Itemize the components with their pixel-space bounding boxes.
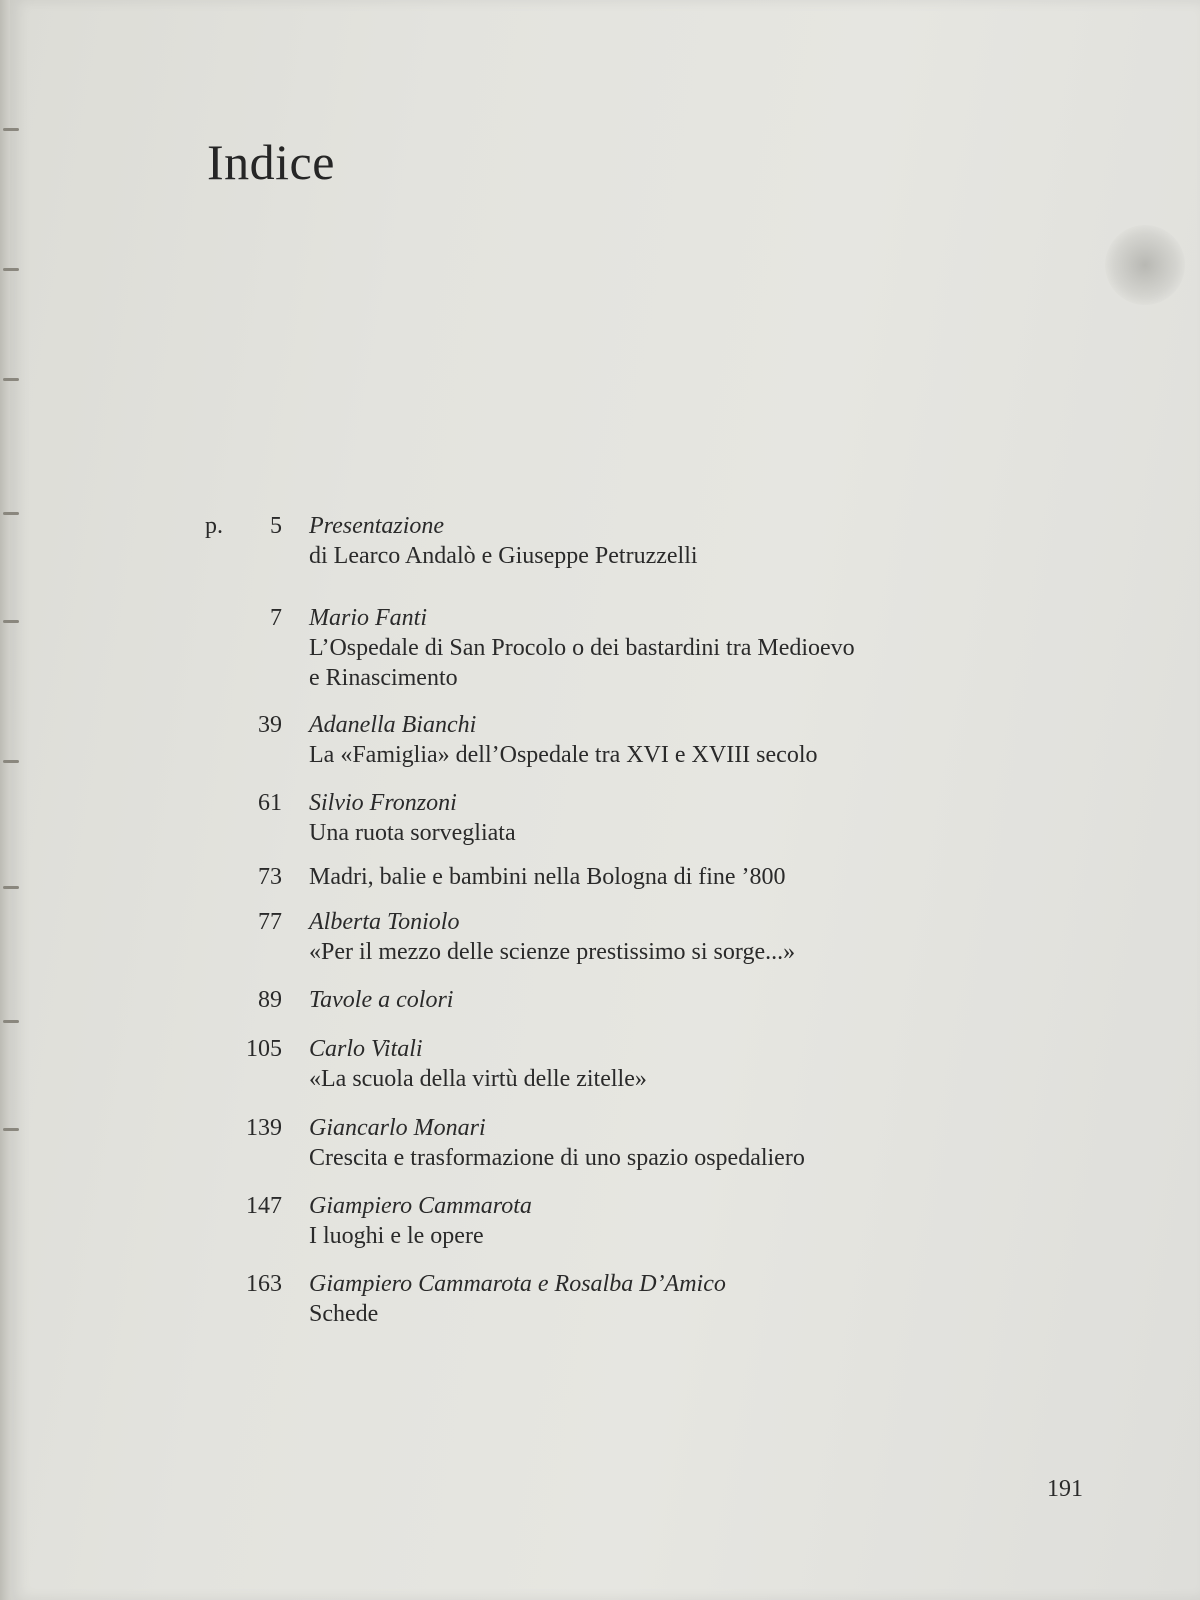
binding-stitch [3,1020,19,1023]
entry-page-number: 7 [270,605,282,631]
entry-page-number: 73 [258,864,282,890]
entry-title: «La scuola della virtù delle zitelle» [309,1066,647,1092]
entry-title: Schede [309,1301,379,1327]
toc-entry [195,603,1055,693]
entry-author: Silvio Fronzoni [309,790,457,816]
toc-entry [195,1034,1055,1094]
entry-author: Giancarlo Monari [309,1115,486,1141]
entry-title: Madri, balie e bambini nella Bologna di fine ’800 [309,864,786,890]
entry-page-number: 77 [258,909,282,935]
toc-entry [195,985,1055,1015]
entry-page-number: 139 [246,1115,282,1141]
entry-title: Una ruota sorvegliata [309,820,516,846]
table-of-contents [195,511,1055,1329]
binding-stitch [3,512,19,515]
binding-stitch [3,886,19,889]
entry-title: La «Famiglia» dell’Ospedale tra XVI e XVIII secolo [309,742,818,768]
toc-entry [195,710,1055,770]
entry-page-number: 5 [270,513,282,539]
entry-page-number: 89 [258,987,282,1013]
entry-title: I luoghi e le opere [309,1223,484,1249]
toc-entry [195,862,1055,892]
toc-entry [195,511,1055,571]
entry-author: Giampiero Cammarota [309,1193,532,1219]
toc-entry [195,788,1055,848]
binding-stitch [3,378,19,381]
toc-entry [195,1269,1055,1329]
entry-page-number: 163 [246,1271,282,1297]
entry-author: Giampiero Cammarota e Rosalba D’Amico [309,1271,726,1297]
page-stain [1105,225,1185,305]
page-title: Indice [207,134,335,190]
entry-author: Adanella Bianchi [309,712,477,738]
entry-author: Mario Fanti [309,605,427,631]
entry-title: di Learco Andalò e Giuseppe Petruzzelli [309,543,698,569]
entry-author: Tavole a colori [309,987,454,1013]
toc-entry [195,907,1055,967]
toc-entry [195,1191,1055,1251]
entry-author: Alberta Toniolo [309,909,460,935]
entry-page-number: 147 [246,1193,282,1219]
entry-title: L’Ospedale di San Procolo o dei bastardini tra Medioevo [309,635,855,661]
entry-title: «Per il mezzo delle scienze prestissimo si sorge...» [309,939,796,965]
entry-author: Carlo Vitali [309,1036,423,1062]
entry-author: Presentazione [309,513,445,539]
page-prefix: p. [205,513,223,539]
entry-page-number: 105 [246,1036,282,1062]
binding-stitch [3,268,19,271]
toc-entry [195,1113,1055,1173]
entry-page-number: 39 [258,712,282,738]
entry-title-continued: e Rinascimento [309,665,458,691]
binding-stitch [3,620,19,623]
entry-title: Crescita e trasformazione di uno spazio ospedaliero [309,1145,805,1171]
binding-stitch [3,128,19,131]
binding-stitch [3,760,19,763]
entry-page-number: 61 [258,790,282,816]
folio-page-number: 191 [1047,1476,1083,1502]
binding-stitch [3,1128,19,1131]
